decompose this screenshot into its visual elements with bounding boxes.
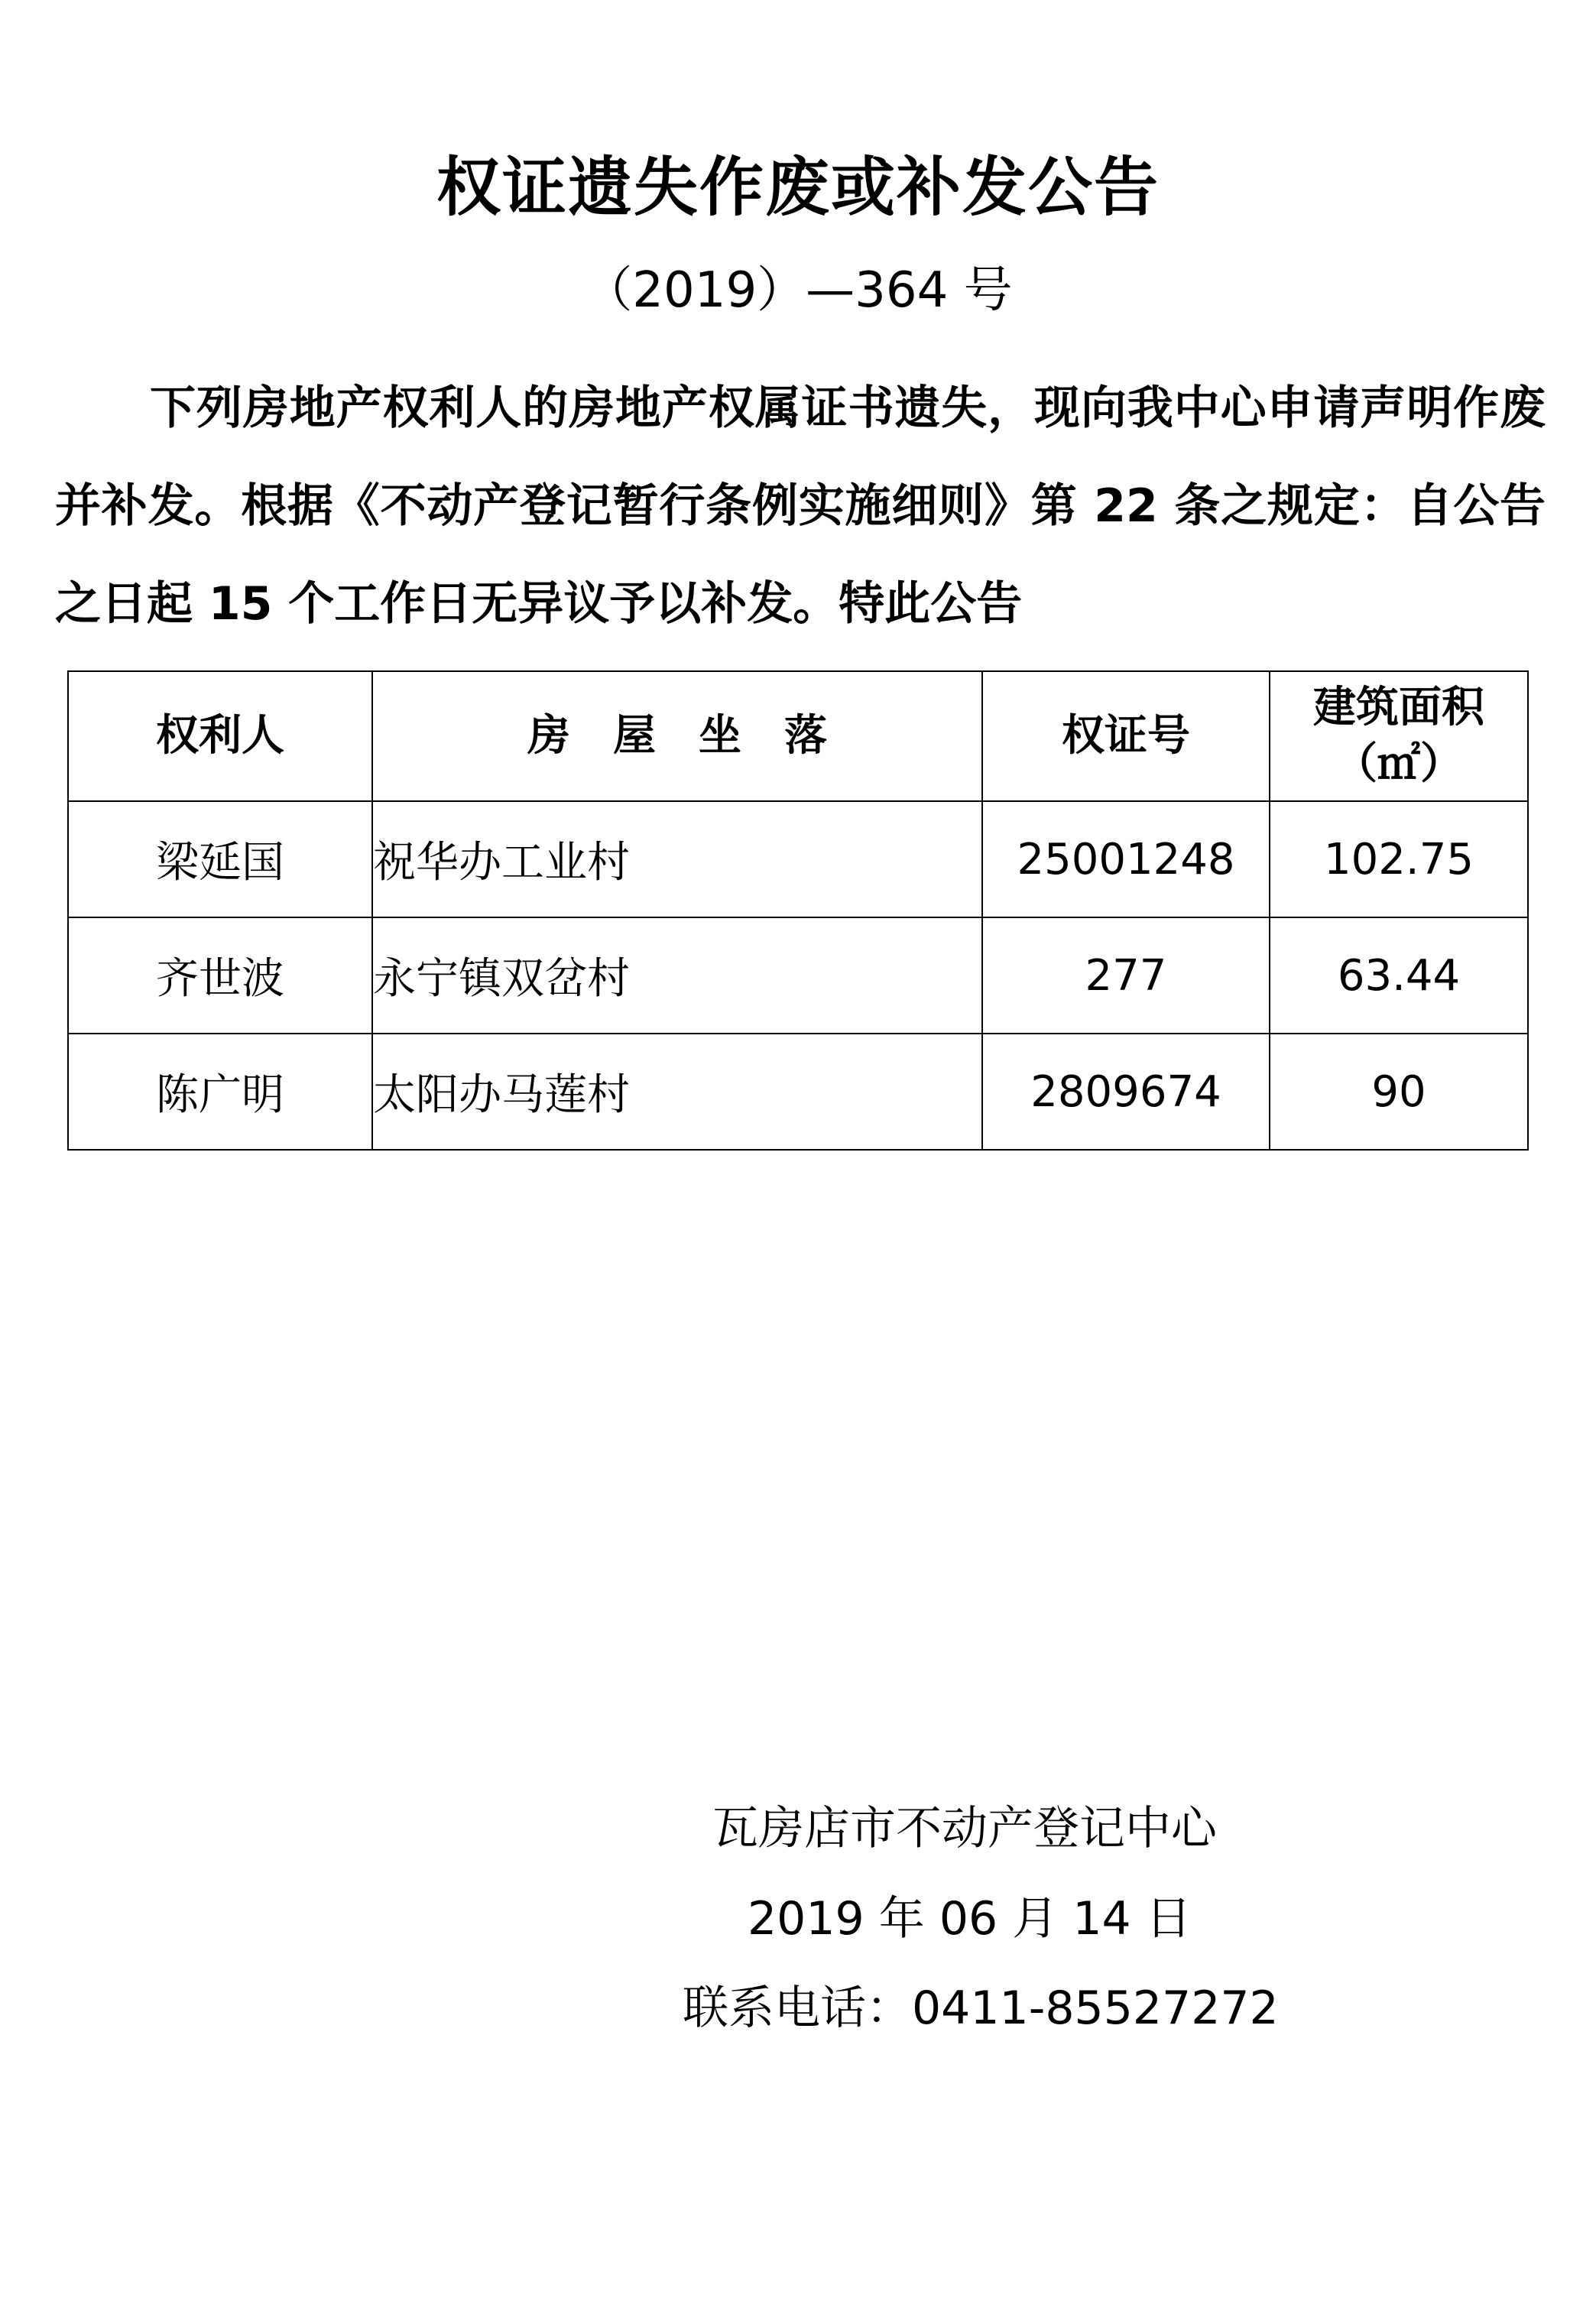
header-area-unit: （㎡） <box>1335 739 1463 789</box>
table-row <box>68 917 1528 1034</box>
owner-cell: 陈广明 <box>68 1034 372 1150</box>
cert-number-cell: 25001248 <box>982 801 1270 917</box>
issue-date: 2019 年 06 月 14 日 <box>748 1892 1192 1946</box>
area-cell: 102.75 <box>1270 801 1528 917</box>
address-cell: 太阳办马莲村 <box>372 1034 982 1150</box>
table-row <box>68 1034 1528 1150</box>
notice-intro-paragraph: 下列房地产权利人的房地产权属证书遗失，现向我中心申请声明作废并补发。根据《不动产登记暂行条例实施细则》第 22 条之规定：自公告之日起 15 个工作日无异议予以补发。特此公告 <box>55 381 1546 631</box>
header-owner: 权利人 <box>68 671 372 801</box>
contact-phone: 联系电话：0411-85527272 <box>683 1982 1279 2035</box>
cert-number-cell: 2809674 <box>982 1034 1270 1150</box>
owner-cell: 梁延国 <box>68 801 372 917</box>
header-cert-number: 权证号 <box>982 671 1270 801</box>
cert-number-cell: 277 <box>982 917 1270 1034</box>
area-cell: 90 <box>1270 1034 1528 1150</box>
header-area <box>1270 671 1528 801</box>
notice-title: 权证遗失作废或补发公告 <box>436 150 1160 225</box>
header-area-label: 建筑面积 <box>1313 683 1484 732</box>
address-cell: 祝华办工业村 <box>372 801 982 917</box>
owner-cell: 齐世波 <box>68 917 372 1034</box>
table-row <box>68 801 1528 917</box>
notice-number: （2019）—364 号 <box>583 262 1013 319</box>
lost-certificate-table <box>67 670 1529 1151</box>
issuing-organization: 瓦房店市不动产登记中心 <box>712 1802 1217 1855</box>
area-cell: 63.44 <box>1270 917 1528 1034</box>
table-header-row <box>68 671 1528 801</box>
address-cell: 永宁镇双岔村 <box>372 917 982 1034</box>
header-address: 房 屋 坐 落 <box>372 671 982 801</box>
